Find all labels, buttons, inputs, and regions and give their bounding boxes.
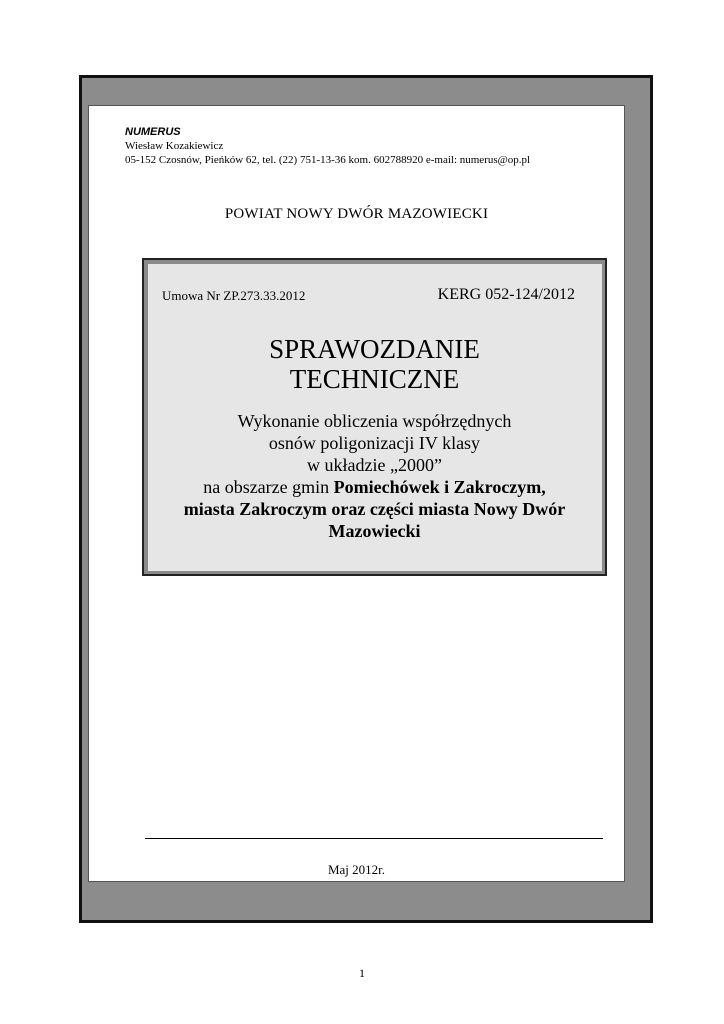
company-header [125, 126, 615, 167]
page-border-frame [79, 75, 653, 923]
company-name: NUMERUS [125, 126, 181, 138]
title-box [142, 258, 607, 576]
desc-line-4 [144, 476, 605, 498]
company-person: Wiesław Kozakiewicz [125, 140, 224, 152]
footer-divider [145, 838, 603, 839]
desc-line-4-prefix: na obszarze gmin [203, 477, 334, 497]
desc-line-5 [144, 498, 605, 520]
page-number: 1 [359, 966, 365, 980]
desc-line-1: Wykonanie obliczenia współrzędnych [237, 411, 512, 431]
kerg-number: KERG 052-124/2012 [437, 286, 575, 303]
desc-line-6-bold: Mazowiecki [328, 521, 421, 541]
desc-line-6 [144, 520, 605, 542]
title-line-2: TECHNICZNE [289, 364, 460, 394]
contract-number: Umowa Nr ZP.273.33.2012 [162, 288, 306, 303]
reference-row [162, 284, 575, 304]
district-heading: POWIAT NOWY DWÓR MAZOWIECKI [224, 206, 489, 222]
title-line-1: SPRAWOZDANIE [269, 334, 480, 364]
desc-line-2: osnów poligonizacji IV klasy [268, 433, 481, 453]
report-date: Maj 2012r. [327, 862, 386, 877]
company-address: 05-152 Czosnów, Pieńków 62, tel. (22) 751-13-36 kom. 602788920 e-mail: numerus@op.pl [125, 154, 531, 166]
report-title [144, 334, 605, 394]
desc-line-5-bold: miasta Zakroczym oraz części miasta Nowy Dwór [183, 499, 566, 519]
report-description [144, 410, 605, 542]
desc-line-4-bold: Pomiechówek i Zakroczym, [333, 477, 546, 497]
desc-line-3: w układzie „2000” [307, 455, 442, 475]
cover-page [88, 105, 625, 882]
